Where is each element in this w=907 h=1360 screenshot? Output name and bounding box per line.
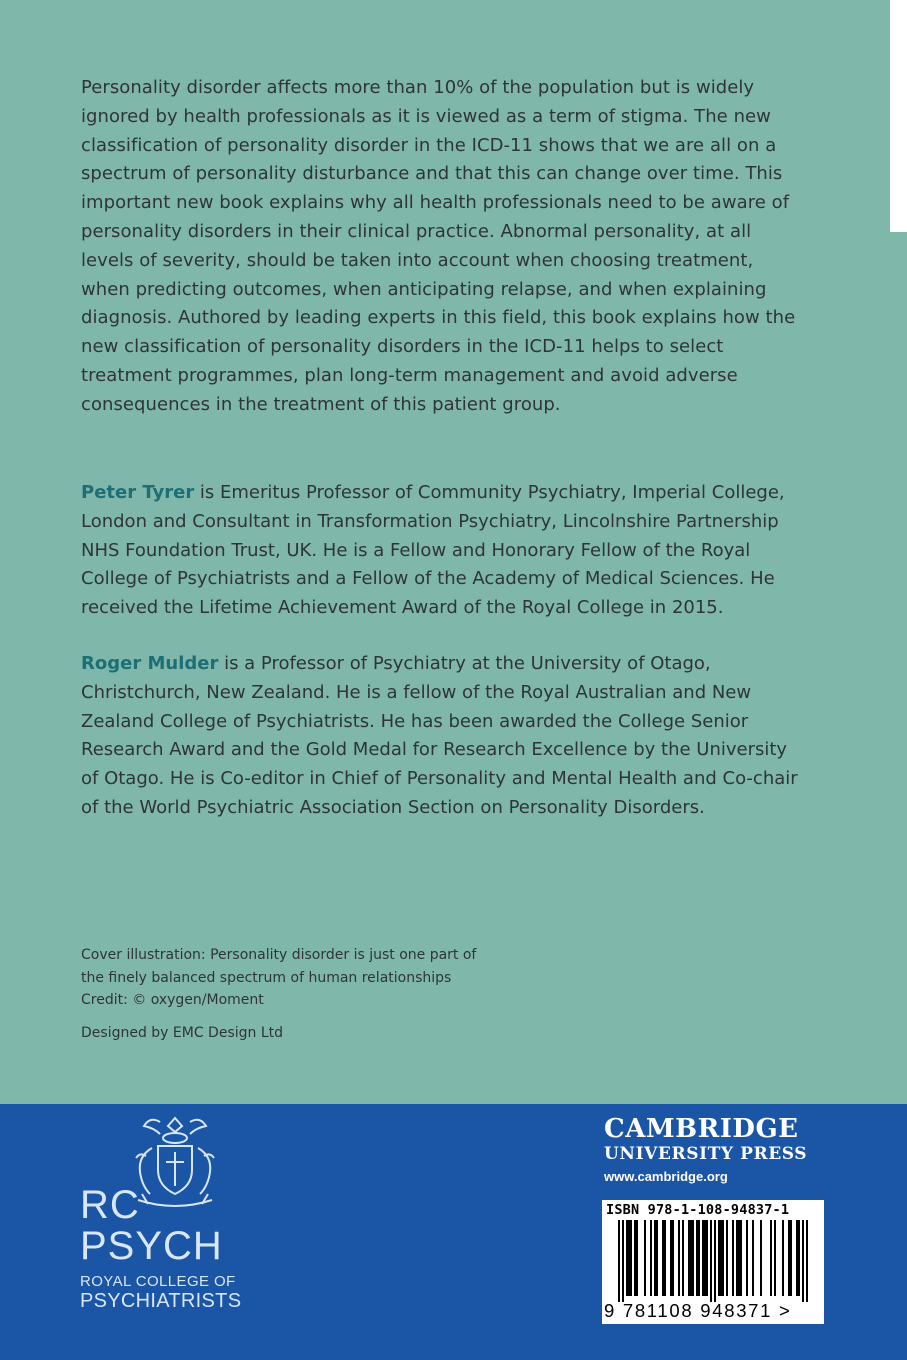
barcode-bar	[644, 1220, 646, 1296]
credit-line: Credit: © oxygen/Moment	[81, 992, 264, 1008]
barcode-digits: 9 781108 948371 >	[604, 1300, 792, 1321]
barcode-bar	[650, 1220, 652, 1296]
barcode-bar	[670, 1220, 672, 1296]
description-paragraph: Personality disorder affects more than 10% of the population but is widely ignored by health professionals as it is viewed as a term of stigma. The new classification of personality disorder in the ICD-11 shows that we are all on a spectrum of personality disturbance and that this can change over time. This important new book explains why all health professionals need to be aware of personality disorders in their clinical practice. Abnormal personality, at all levels of severity, should be taken into account when choosing treatment, when predicting outcomes, when anticipating relapse, and when explaining diagnosis. Authored by leading experts in this field, this book explains how the new classification of personality disorders in the ICD-11 helps to select treatment programmes, plan long-term management and avoid adverse consequences in the treatment of this patient group.	[81, 77, 796, 415]
cover-edge-strip	[890, 0, 907, 232]
author-name: Peter Tyrer	[81, 482, 195, 503]
barcode-bar	[696, 1220, 698, 1296]
rcpsych-subtitle: PSYCHIATRISTS	[80, 1290, 242, 1312]
rcpsych-wordmark-psych: PSYCH	[80, 1224, 223, 1268]
author-bio-text: is Emeritus Professor of Community Psychiatry, Imperial College, London and Consultant in Transformation Psychiatry, Lincolnshire Partnership NHS Foundation Trust, UK. He is a Fellow and Honorary Fellow of the Royal College of Psychiatrists and a Fellow of the Academy of Medical Sciences. He received the Lifetime Achievement Award of the Royal College in 2015.	[81, 482, 785, 619]
author-bio-text: is a Professor of Psychiatry at the University of Otago, Christchurch, New Zealand. He is a fellow of the Royal Australian and New Zealand College of Psychiatrists. He has been awarded the College Senior Research Award and the Gold Medal for Research Excellence by the University of Otago. He is Co-editor in Chief of Personality and Mental Health and Co-chair of the World Psychiatric Association Section on Personality Disorders.	[81, 653, 798, 818]
barcode-bar	[664, 1220, 666, 1296]
publisher-url: www.cambridge.org	[604, 1169, 728, 1184]
barcode-bar	[630, 1220, 632, 1296]
barcode-bar	[636, 1220, 638, 1296]
barcode-bar	[628, 1220, 630, 1296]
barcode-bar	[704, 1220, 706, 1296]
barcode-bar	[806, 1220, 808, 1302]
barcode-bar	[688, 1220, 690, 1296]
publisher-name: CAMBRIDGE	[604, 1114, 799, 1144]
barcode-bar	[714, 1220, 716, 1302]
barcode-bar	[726, 1220, 728, 1296]
rcpsych-wordmark-rc: RC	[80, 1183, 140, 1227]
barcode-bar	[672, 1220, 674, 1296]
barcode-bar	[706, 1220, 708, 1296]
barcode-bar	[698, 1220, 700, 1296]
barcode-bars	[602, 1220, 824, 1302]
barcode-bar	[702, 1220, 704, 1296]
barcode-bar	[790, 1220, 792, 1296]
barcode-bar	[626, 1220, 628, 1296]
barcode-bar	[752, 1220, 754, 1296]
author-name: Roger Mulder	[81, 653, 219, 674]
barcode-bar	[736, 1220, 738, 1296]
author-bio-tyrer	[81, 479, 801, 623]
barcode-bar	[718, 1220, 720, 1296]
barcode-bar	[656, 1220, 658, 1296]
barcode-bar	[682, 1220, 684, 1296]
barcode-bar	[662, 1220, 664, 1296]
barcode-bar	[622, 1220, 624, 1302]
barcode-bar	[802, 1220, 804, 1302]
barcode-bar	[732, 1220, 734, 1296]
rcpsych-subtitle: ROYAL COLLEGE OF	[80, 1273, 236, 1290]
barcode-bar	[770, 1220, 772, 1296]
publisher-footer	[0, 1104, 907, 1360]
barcode-bar	[690, 1220, 692, 1296]
isbn-label: ISBN 978-1-108-94837-1	[606, 1202, 790, 1218]
book-description	[81, 74, 801, 420]
credit-line: the finely balanced spectrum of human relationships	[81, 969, 452, 986]
designer-credit: Designed by EMC Design Ltd	[81, 1024, 284, 1041]
barcode-bar	[782, 1220, 784, 1296]
barcode-bar	[788, 1220, 790, 1296]
barcode-bar	[738, 1220, 740, 1296]
barcode-bar	[798, 1220, 800, 1296]
barcode-bar	[740, 1220, 742, 1296]
cover-credits	[81, 944, 541, 1044]
barcode-bar	[774, 1220, 776, 1296]
barcode-bar	[722, 1220, 724, 1296]
credit-line: Cover illustration: Personality disorder is just one part of	[81, 947, 477, 963]
barcode-bar	[796, 1220, 798, 1296]
rcpsych-logo	[80, 1112, 260, 1352]
barcode-bar	[692, 1220, 694, 1296]
publisher-press: UNIVERSITY PRESS	[604, 1144, 808, 1164]
isbn-barcode	[602, 1200, 824, 1324]
barcode-bar	[654, 1220, 656, 1296]
cambridge-logo	[604, 1112, 844, 1186]
barcode-bar	[634, 1220, 636, 1296]
barcode-bar	[678, 1220, 680, 1296]
barcode-bar	[710, 1220, 712, 1302]
barcode-bar	[618, 1220, 620, 1302]
barcode-bar	[760, 1220, 762, 1296]
barcode-bar	[720, 1220, 722, 1296]
barcode-bar	[746, 1220, 748, 1296]
author-bio-mulder	[81, 650, 801, 823]
